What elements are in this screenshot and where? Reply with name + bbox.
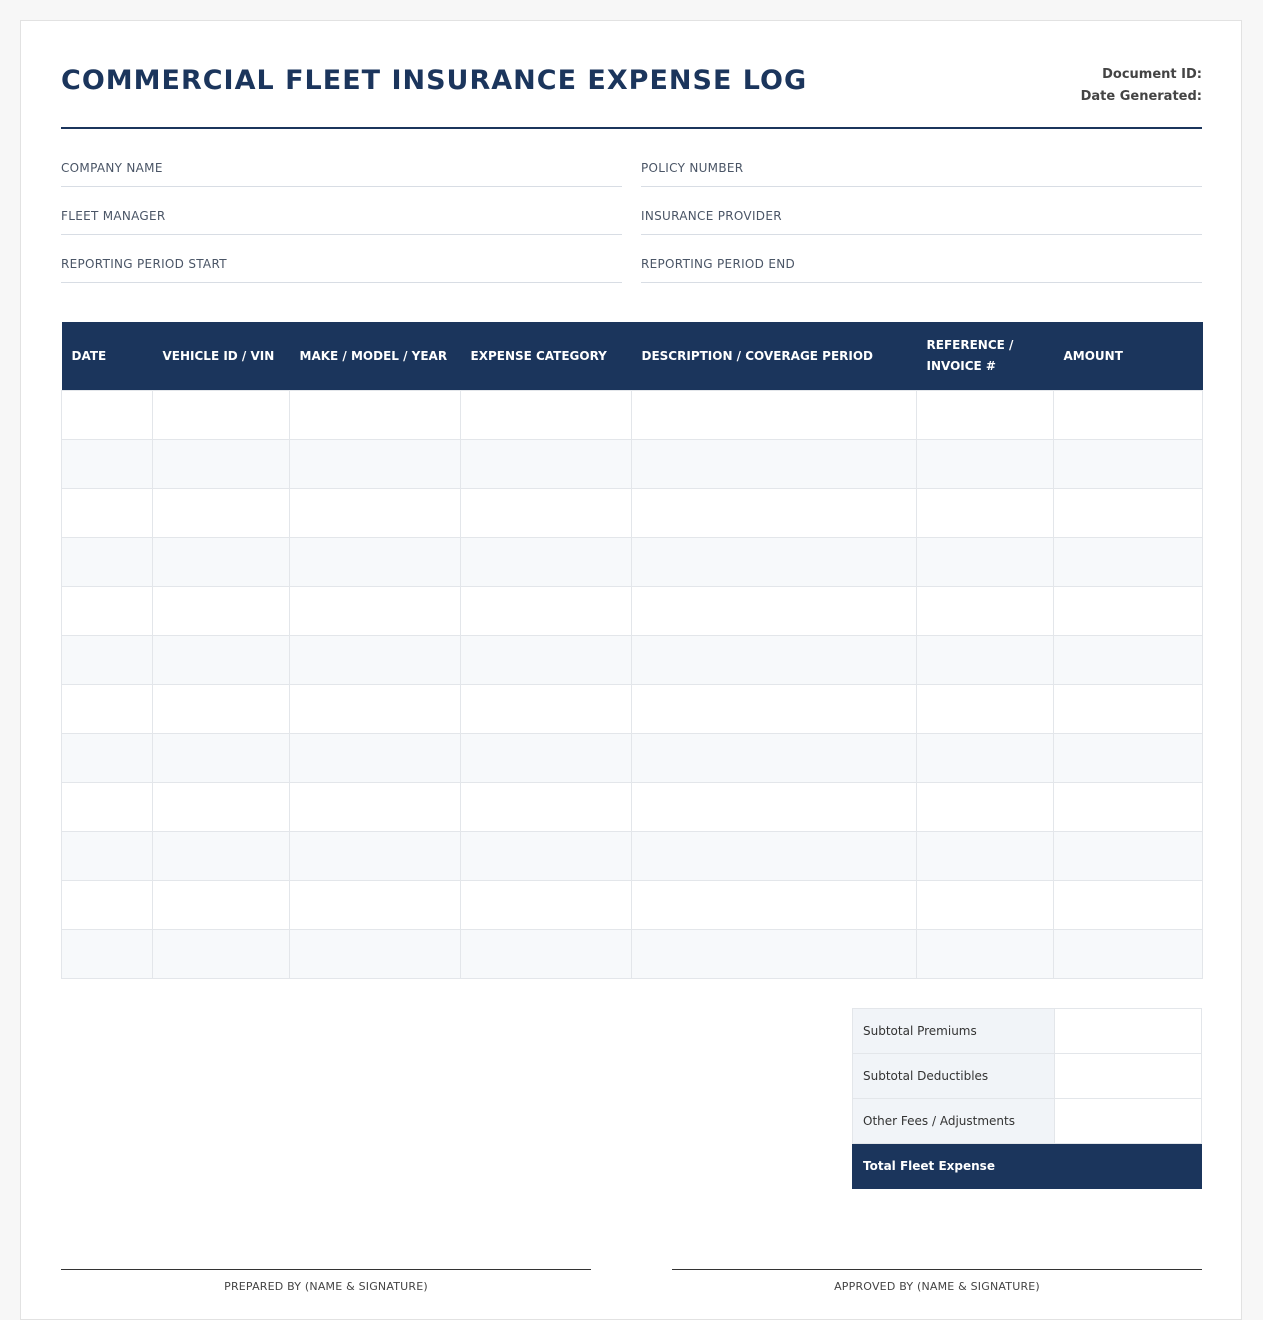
table-cell[interactable] xyxy=(632,489,917,538)
table-cell[interactable] xyxy=(62,440,153,489)
document-page xyxy=(20,20,1242,1320)
table-cell[interactable] xyxy=(1054,391,1203,440)
table-cell[interactable] xyxy=(632,881,917,930)
reporting-period-start-field[interactable] xyxy=(61,243,622,283)
table-row xyxy=(62,636,1203,685)
table-cell[interactable] xyxy=(62,538,153,587)
table-cell[interactable] xyxy=(461,636,632,685)
totals-row xyxy=(853,1099,1202,1144)
table-cell[interactable] xyxy=(917,832,1054,881)
table-row xyxy=(62,538,1203,587)
fleet-manager-label: FLEET MANAGER xyxy=(61,209,166,223)
table-cell[interactable] xyxy=(290,930,461,979)
table-cell[interactable] xyxy=(917,783,1054,832)
table-cell[interactable] xyxy=(917,538,1054,587)
table-cell[interactable] xyxy=(62,783,153,832)
table-row xyxy=(62,587,1203,636)
table-cell[interactable] xyxy=(290,734,461,783)
company-name-field[interactable] xyxy=(61,147,622,187)
subtotal-premiums-label: Subtotal Premiums xyxy=(853,1009,1055,1054)
table-row xyxy=(62,440,1203,489)
total-fleet-expense-label: Total Fleet Expense xyxy=(853,1144,1055,1189)
policy-number-field[interactable] xyxy=(641,147,1202,187)
table-cell[interactable] xyxy=(290,685,461,734)
reporting-period-end-label: REPORTING PERIOD END xyxy=(641,257,796,271)
document-title: COMMERCIAL FLEET INSURANCE EXPENSE LOG xyxy=(61,65,808,96)
table-row xyxy=(62,734,1203,783)
table-cell[interactable] xyxy=(461,440,632,489)
total-fleet-expense-value[interactable] xyxy=(1055,1144,1202,1189)
approved-by-label: APPROVED BY (NAME & SIGNATURE) xyxy=(834,1280,1040,1293)
totals-row xyxy=(853,1054,1202,1099)
table-cell[interactable] xyxy=(153,783,290,832)
table-cell[interactable] xyxy=(632,391,917,440)
table-cell[interactable] xyxy=(290,832,461,881)
other-fees-label: Other Fees / Adjustments xyxy=(853,1099,1055,1144)
table-cell[interactable] xyxy=(461,587,632,636)
table-cell[interactable] xyxy=(632,587,917,636)
table-cell[interactable] xyxy=(1054,587,1203,636)
reporting-period-end-field[interactable] xyxy=(641,243,1202,283)
prepared-by-label: PREPARED BY (NAME & SIGNATURE) xyxy=(224,1280,428,1293)
table-cell[interactable] xyxy=(153,734,290,783)
table-row xyxy=(62,832,1203,881)
date-generated-label: Date Generated: xyxy=(1080,89,1202,104)
table-cell[interactable] xyxy=(461,734,632,783)
table-cell[interactable] xyxy=(153,538,290,587)
table-cell[interactable] xyxy=(461,538,632,587)
table-cell[interactable] xyxy=(290,440,461,489)
table-cell[interactable] xyxy=(632,440,917,489)
table-cell[interactable] xyxy=(153,636,290,685)
table-cell[interactable] xyxy=(62,636,153,685)
table-cell[interactable] xyxy=(461,930,632,979)
total-row xyxy=(853,1144,1202,1189)
table-cell[interactable] xyxy=(461,489,632,538)
table-cell[interactable] xyxy=(62,391,153,440)
table-cell[interactable] xyxy=(153,930,290,979)
table-cell[interactable] xyxy=(290,881,461,930)
policy-number-label: POLICY NUMBER xyxy=(641,161,744,175)
table-cell[interactable] xyxy=(917,636,1054,685)
table-row xyxy=(62,930,1203,979)
table-cell[interactable] xyxy=(1054,881,1203,930)
table-cell[interactable] xyxy=(632,783,917,832)
table-cell[interactable] xyxy=(62,832,153,881)
table-cell[interactable] xyxy=(62,489,153,538)
table-cell[interactable] xyxy=(1054,734,1203,783)
table-row xyxy=(62,783,1203,832)
table-cell[interactable] xyxy=(1054,685,1203,734)
table-cell[interactable] xyxy=(62,685,153,734)
approved-by-signature-line[interactable] xyxy=(672,1269,1202,1310)
column-header-reference: REFERENCE / INVOICE # xyxy=(917,322,1054,391)
table-cell[interactable] xyxy=(1054,636,1203,685)
table-cell[interactable] xyxy=(290,636,461,685)
table-cell[interactable] xyxy=(290,538,461,587)
table-cell[interactable] xyxy=(1054,538,1203,587)
table-cell[interactable] xyxy=(917,587,1054,636)
table-cell[interactable] xyxy=(917,391,1054,440)
table-cell[interactable] xyxy=(290,391,461,440)
table-cell[interactable] xyxy=(461,881,632,930)
table-cell[interactable] xyxy=(290,489,461,538)
document-id-label: Document ID: xyxy=(1102,67,1202,82)
table-cell[interactable] xyxy=(632,832,917,881)
table-cell[interactable] xyxy=(917,881,1054,930)
table-cell[interactable] xyxy=(290,783,461,832)
table-cell[interactable] xyxy=(290,587,461,636)
table-cell[interactable] xyxy=(62,930,153,979)
table-cell[interactable] xyxy=(1054,832,1203,881)
insurance-provider-field[interactable] xyxy=(641,195,1202,235)
table-cell[interactable] xyxy=(632,930,917,979)
table-cell[interactable] xyxy=(632,685,917,734)
expense-table xyxy=(61,322,1203,979)
table-cell[interactable] xyxy=(632,538,917,587)
table-row xyxy=(62,685,1203,734)
table-cell[interactable] xyxy=(153,391,290,440)
table-cell[interactable] xyxy=(632,636,917,685)
fleet-manager-field[interactable] xyxy=(61,195,622,235)
column-header-description: DESCRIPTION / COVERAGE PERIOD xyxy=(632,322,917,391)
table-cell[interactable] xyxy=(62,587,153,636)
table-cell[interactable] xyxy=(153,440,290,489)
table-cell[interactable] xyxy=(917,440,1054,489)
table-row xyxy=(62,391,1203,440)
table-cell[interactable] xyxy=(461,783,632,832)
totals-row xyxy=(853,1009,1202,1054)
table-row xyxy=(62,881,1203,930)
table-body xyxy=(62,391,1203,979)
table-cell[interactable] xyxy=(1054,440,1203,489)
table-cell[interactable] xyxy=(917,685,1054,734)
totals-table xyxy=(852,1008,1202,1189)
table-cell[interactable] xyxy=(153,587,290,636)
document-header xyxy=(61,61,1202,129)
column-header-amount: AMOUNT xyxy=(1054,322,1203,391)
company-name-label: COMPANY NAME xyxy=(61,161,163,175)
table-cell[interactable] xyxy=(917,734,1054,783)
table-cell[interactable] xyxy=(917,930,1054,979)
prepared-by-signature-line[interactable] xyxy=(61,1269,591,1310)
table-cell[interactable] xyxy=(153,685,290,734)
subtotal-premiums-value[interactable] xyxy=(1055,1009,1202,1054)
table-cell[interactable] xyxy=(461,685,632,734)
table-cell[interactable] xyxy=(1054,489,1203,538)
subtotal-deductibles-value[interactable] xyxy=(1055,1054,1202,1099)
reporting-period-start-label: REPORTING PERIOD START xyxy=(61,257,227,271)
table-cell[interactable] xyxy=(153,832,290,881)
other-fees-value[interactable] xyxy=(1055,1099,1202,1144)
table-cell[interactable] xyxy=(153,881,290,930)
table-cell[interactable] xyxy=(1054,783,1203,832)
table-cell[interactable] xyxy=(917,489,1054,538)
table-row xyxy=(62,489,1203,538)
insurance-provider-label: INSURANCE PROVIDER xyxy=(641,209,782,223)
table-cell[interactable] xyxy=(632,734,917,783)
table-cell[interactable] xyxy=(1054,930,1203,979)
table-cell[interactable] xyxy=(461,832,632,881)
column-header-vehicle-id: VEHICLE ID / VIN xyxy=(153,322,290,391)
document-meta xyxy=(1081,64,1202,108)
table-cell[interactable] xyxy=(62,881,153,930)
table-header-row xyxy=(62,322,1203,391)
table-cell[interactable] xyxy=(153,489,290,538)
column-header-make-model: MAKE / MODEL / YEAR xyxy=(290,322,461,391)
subtotal-deductibles-label: Subtotal Deductibles xyxy=(853,1054,1055,1099)
table-cell[interactable] xyxy=(461,391,632,440)
table-cell[interactable] xyxy=(62,734,153,783)
column-header-date: DATE xyxy=(62,322,153,391)
column-header-expense-category: EXPENSE CATEGORY xyxy=(461,322,632,391)
